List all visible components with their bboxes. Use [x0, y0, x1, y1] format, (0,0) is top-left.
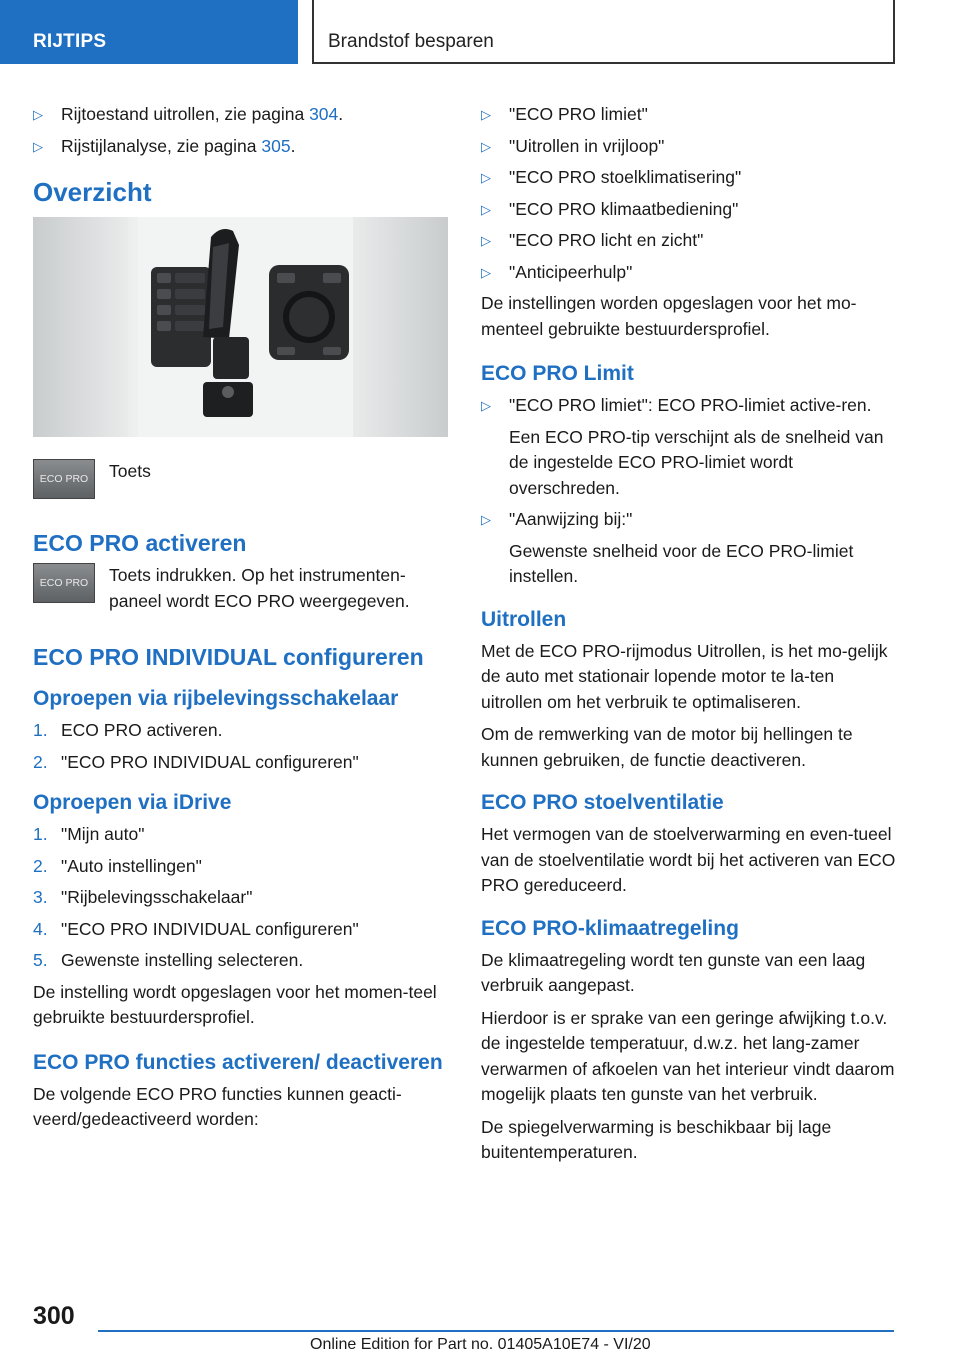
coast-text-2: Om de remwerking van de motor bij hellingen te kunnen gebruiken, de functie deactiveren. — [481, 724, 853, 770]
button-caption: Toets — [109, 461, 151, 481]
eco-pro-button-row — [33, 563, 448, 623]
activate-text: Toets indrukken. Op het instrumenten-paneel wordt ECO PRO weergegeven. — [109, 565, 410, 611]
list-item: ▷ Rijtoestand uitrollen, zie pagina 304. — [33, 102, 448, 128]
heading-uitrollen: Uitrollen — [481, 607, 567, 631]
climate-text-2: Hierdoor is er sprake van een geringe afwijking t.o.v. de ingestelde temperatuur, d.w.z. het lang-zamer verwarmen of afkoelen van het interieur vindt daarom mogelijk plaats ten gunste van het verbruik. — [481, 1007, 895, 1104]
edition-text: Online Edition for Part no. 01405A10E74 - VI/20 — [310, 1336, 651, 1353]
list-item: ▷ "ECO PRO stoelklimatisering" — [481, 165, 897, 191]
triangle-bullet-icon: ▷ — [481, 512, 491, 527]
heading-via-switch: Oproepen via rijbelevingsschakelaar — [33, 687, 399, 710]
heading-overzicht: Overzicht — [33, 177, 152, 207]
page-number: 300 — [33, 1302, 75, 1330]
right-column — [481, 102, 897, 1173]
triangle-bullet-icon: ▷ — [33, 138, 43, 154]
section-title: Brandstof besparen — [312, 0, 895, 64]
triangle-bullet-icon: ▷ — [481, 107, 491, 122]
list-item: ▷ "ECO PRO licht en zicht" — [481, 228, 897, 254]
heading-eco-pro-activeren: ECO PRO activeren — [33, 530, 247, 556]
eco-pro-button-row — [33, 459, 448, 513]
triangle-bullet-icon: ▷ — [481, 170, 491, 185]
step-item: 5. Gewenste instelling selecteren. — [33, 950, 304, 970]
step-item: 4. "ECO PRO INDIVIDUAL configureren" — [33, 918, 359, 939]
eco-pro-button-icon: ECO PRO — [33, 563, 95, 603]
chapter-tab[interactable]: RIJTIPS — [0, 0, 298, 64]
coast-text-1: Met de ECO PRO-rijmodus Uitrollen, is het mo-gelijk de auto met stationair lopende motor te la-ten uitrollen om het verbruik te optimaliseren. — [481, 640, 888, 712]
list-item: ▷ Rijstijlanalyse, zie pagina 305. — [33, 134, 448, 160]
step-item: 1. "Mijn auto" — [33, 824, 145, 844]
list-item: ▷ "ECO PRO limiet": ECO PRO-limiet active-ren. Een ECO PRO-tip verschijnt als de snelheid van de ingestelde ECO PRO-limiet wordt overschreden. — [481, 395, 884, 498]
saved-text: De instelling wordt opgeslagen voor het momen-teel gebruikte bestuurdersprofiel. — [33, 981, 437, 1027]
step-item: 1. ECO PRO activeren. — [33, 720, 223, 740]
step-item: 2. "Auto instellingen" — [33, 855, 202, 876]
triangle-bullet-icon: ▷ — [481, 138, 491, 154]
left-column — [33, 102, 448, 1140]
triangle-bullet-icon: ▷ — [481, 233, 491, 248]
functions-text: De volgende ECO PRO functies kunnen geacti-veerd/gedeactiveerd worden: — [33, 1083, 402, 1129]
triangle-bullet-icon: ▷ — [33, 107, 43, 122]
footer-divider — [98, 1330, 894, 1332]
page-link[interactable]: 305 — [261, 135, 291, 156]
list-item: ▷ "Uitrollen in vrijloop" — [481, 134, 897, 160]
triangle-bullet-icon: ▷ — [481, 201, 491, 217]
seat-text: Het vermogen van de stoelverwarming en even-tueel van de stoelventilatie wordt bij het activeren van ECO PRO gereduceerd. — [481, 824, 896, 895]
list-item: ▷ "Aanwijzing bij:" Gewenste snelheid voor de ECO PRO-limiet instellen. — [481, 509, 854, 586]
eco-pro-button-icon: ECO PRO — [33, 459, 95, 499]
heading-individual: ECO PRO INDIVIDUAL configureren — [33, 644, 424, 670]
triangle-bullet-icon: ▷ — [481, 264, 491, 280]
step-item: 2. "ECO PRO INDIVIDUAL configureren" — [33, 751, 359, 772]
heading-via-idrive: Oproepen via iDrive — [33, 791, 232, 814]
center-console-illustration — [33, 217, 448, 437]
center-console-photo — [33, 217, 448, 437]
heading-limit: ECO PRO Limit — [481, 362, 634, 385]
list-item: ▷ "Anticipeerhulp" — [481, 260, 897, 286]
heading-functions: ECO PRO functies activeren/ deactiveren — [33, 1050, 443, 1074]
climate-text-3: De spiegelverwarming is beschikbaar bij lage buitentemperaturen. — [481, 1116, 832, 1162]
list-item: ▷ "ECO PRO klimaatbediening" — [481, 197, 897, 223]
heading-climate: ECO PRO-klimaatregeling — [481, 916, 739, 940]
step-item: 3. "Rijbelevingsschakelaar" — [33, 887, 253, 907]
triangle-bullet-icon: ▷ — [481, 398, 491, 413]
heading-seat: ECO PRO stoelventilatie — [481, 791, 724, 814]
page-link[interactable]: 304 — [309, 104, 339, 124]
climate-text-1: De klimaatregeling wordt ten gunste van een laag verbruik aangepast. — [481, 949, 866, 995]
list-item: ▷ "ECO PRO limiet" — [481, 102, 897, 128]
functions-saved-text: De instellingen worden opgeslagen voor het mo-menteel gebruikte bestuurdersprofiel. — [481, 293, 857, 339]
